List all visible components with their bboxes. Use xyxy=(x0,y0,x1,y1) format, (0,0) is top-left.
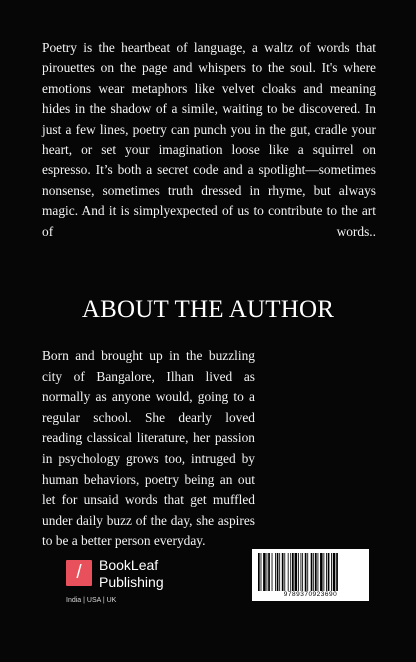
about-author-heading: ABOUT THE AUTHOR xyxy=(81,296,335,323)
barcode-bar xyxy=(298,553,299,591)
barcode-bar xyxy=(268,553,270,591)
barcode-bar xyxy=(263,553,266,591)
barcode-bar xyxy=(331,553,332,591)
publisher-regions: India | USA | UK xyxy=(66,597,117,604)
barcode-bar xyxy=(258,553,260,591)
barcode-bar xyxy=(305,553,307,591)
publisher-logo xyxy=(66,557,206,609)
publisher-name-line2: Publishing xyxy=(99,574,164,590)
barcode-bar xyxy=(277,553,279,591)
barcode-bar xyxy=(279,553,280,591)
barcode-bar xyxy=(284,553,285,591)
barcode-bar xyxy=(318,553,319,591)
barcode-bar xyxy=(313,553,314,591)
barcode-bar xyxy=(328,553,330,591)
barcode-bar xyxy=(311,553,313,591)
isbn-barcode xyxy=(252,549,369,601)
barcode-bar xyxy=(301,553,302,591)
cover-blurb: Poetry is the heartbeat of language, a waltz of words that pirouettes on the page and whispers to the soul. It's where emotions wear metaphors like velvet cloaks and meaning hides in the shadow of a simile, waiting to be discovered. In just a few lines, poetry can punch you in the gut, cradle your heart, or set your imagination loose like a squirrel on espresso. It’s both a secret code and a spotlight—sometimes nonsense, sometimes truth dressed in rhyme, but always magic. And it is simplyexpected of us to contribute to the art of words.. xyxy=(42,40,376,239)
barcode-bar xyxy=(323,553,324,591)
barcode-bar xyxy=(272,553,273,591)
barcode-bar xyxy=(333,553,336,591)
barcode-bar xyxy=(302,553,303,591)
barcode-bar xyxy=(267,553,268,591)
barcode-bar xyxy=(282,553,284,591)
barcode-bar xyxy=(315,553,317,591)
barcode-bars xyxy=(258,553,363,591)
barcode-bar xyxy=(326,553,327,591)
isbn-number: 9789370923690 xyxy=(283,591,338,598)
publisher-logo-slash: / xyxy=(76,562,82,583)
barcode-bar xyxy=(295,553,298,591)
barcode-bar xyxy=(292,553,294,591)
author-bio: Born and brought up in the buzzling city of Bangalore, Ilhan lived as normally as anyone would, going to a regular school. She dearly loved reading classical literature, her passion in psychology grows too, intruged by human behaviors, poetry being an out let for unsaid words that get muffled under daily buzz of the day, she aspires to be a better person everyday. xyxy=(42,348,255,549)
barcode-bar xyxy=(307,553,308,591)
publisher-name-line1: BookLeaf xyxy=(99,557,159,573)
barcode-bar xyxy=(336,553,338,591)
barcode-bar xyxy=(320,553,323,591)
barcode-bar xyxy=(261,553,262,591)
barcode-bar xyxy=(275,553,276,591)
barcode-bar xyxy=(288,553,289,591)
barcode-bar xyxy=(290,553,291,591)
